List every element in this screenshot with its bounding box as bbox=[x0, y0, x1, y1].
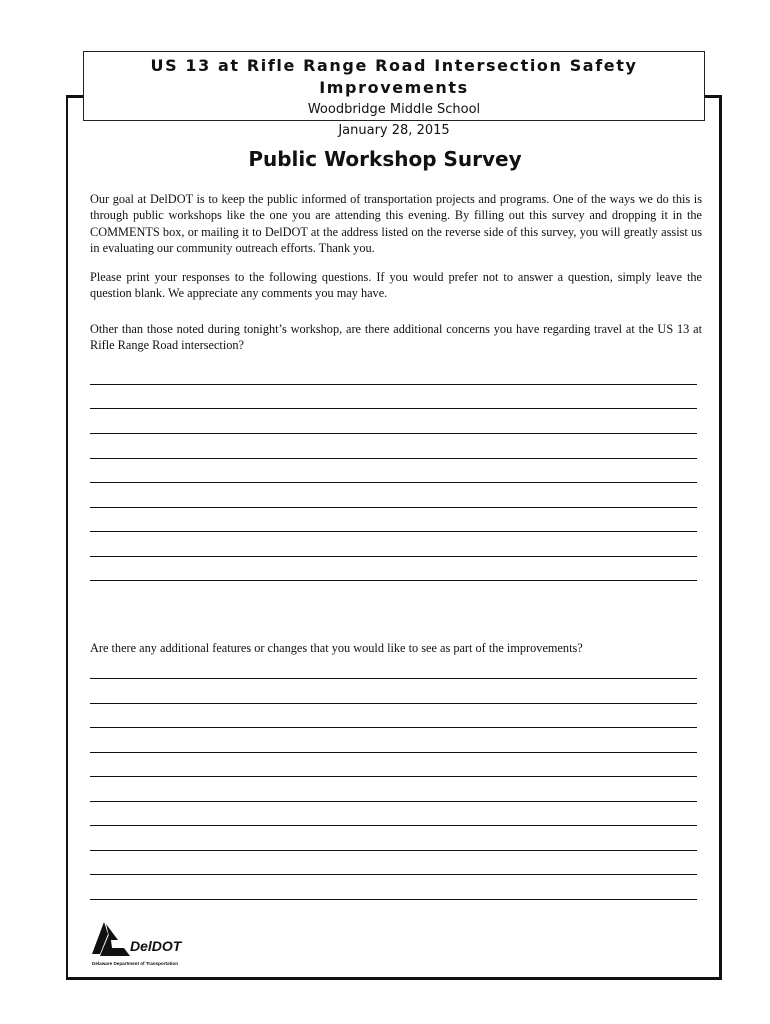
location: Woodbridge Middle School bbox=[307, 102, 481, 117]
deldot-logo bbox=[90, 920, 200, 970]
answer-line[interactable] bbox=[90, 408, 697, 409]
survey-title: Public Workshop Survey bbox=[248, 147, 522, 171]
answer-line[interactable] bbox=[90, 899, 697, 900]
answer-line[interactable] bbox=[90, 874, 697, 875]
intro-paragraph: Our goal at DelDOT is to keep the public informed of transportation projects and programs. One of the ways we do this is through public workshops like the one you are attending this evening. By filling out this survey and dropping it in the COMMENTS box, or mailing it to DelDOT at the address listed on the reverse side of this survey, you will greatly assist us in evaluating our community outreach efforts. Thank you. bbox=[90, 192, 702, 255]
answer-line[interactable] bbox=[90, 850, 697, 851]
logo-name: DelDOT bbox=[130, 938, 182, 954]
answer-line[interactable] bbox=[90, 727, 697, 728]
answer-line[interactable] bbox=[90, 458, 697, 459]
answer-line[interactable] bbox=[90, 482, 697, 483]
date: January 28, 2015 bbox=[338, 123, 450, 138]
answer-line[interactable] bbox=[90, 825, 697, 826]
project-title: US 13 at Rifle Range Road Intersection Safety Improvements bbox=[150, 56, 638, 97]
deldot-mark-icon bbox=[90, 920, 132, 960]
answer-line[interactable] bbox=[90, 776, 697, 777]
answer-line[interactable] bbox=[90, 752, 697, 753]
logo-subtitle: Delaware Department of Transportation bbox=[92, 961, 179, 966]
question-1: Other than those noted during tonight’s workshop, are there additional concerns you have regarding travel at the US 13 at Rifle Range Road intersection? bbox=[90, 322, 702, 353]
answer-line[interactable] bbox=[90, 580, 697, 581]
answer-line[interactable] bbox=[90, 801, 697, 802]
answer-line[interactable] bbox=[90, 556, 697, 557]
answer-line[interactable] bbox=[90, 678, 697, 679]
answer-line[interactable] bbox=[90, 433, 697, 434]
header-box bbox=[83, 51, 705, 138]
answer-line[interactable] bbox=[90, 703, 697, 704]
instructions-paragraph: Please print your responses to the following questions. If you would prefer not to answer a question, simply leave the question blank. We appreciate any comments you may have. bbox=[90, 270, 702, 301]
question-2: Are there any additional features or changes that you would like to see as part of the improvements? bbox=[90, 641, 583, 655]
answer-line[interactable] bbox=[90, 384, 697, 385]
answer-line[interactable] bbox=[90, 507, 697, 508]
answer-line[interactable] bbox=[90, 531, 697, 532]
